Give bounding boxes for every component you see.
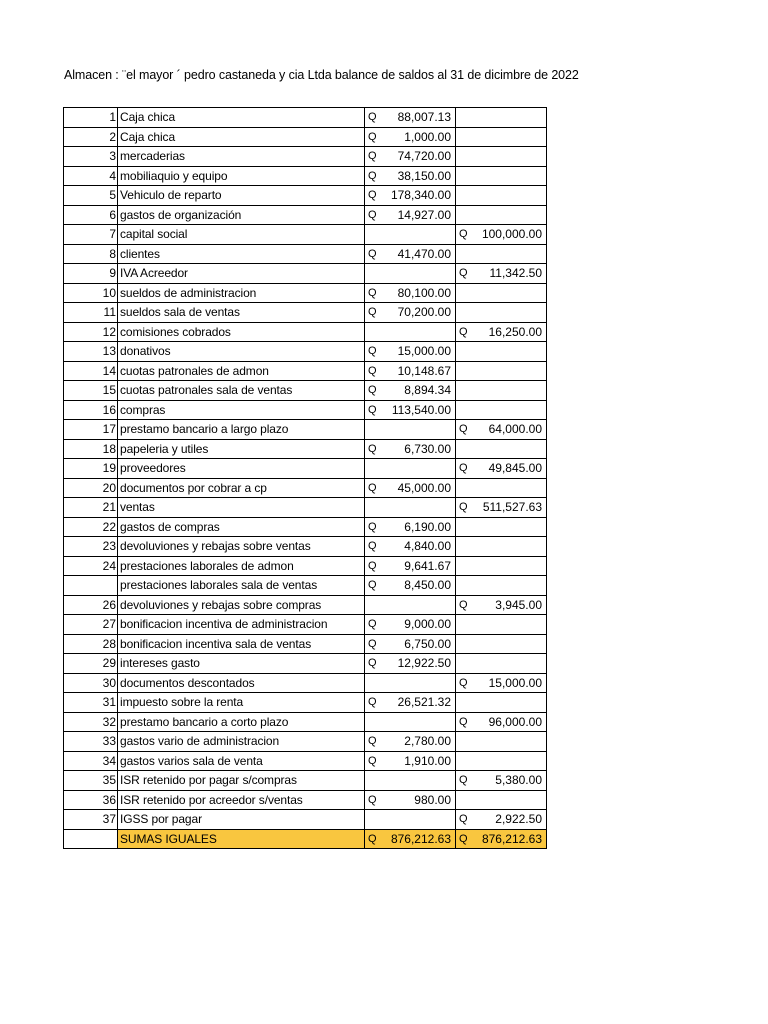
row-number: 18 [64, 439, 118, 459]
table-row [64, 186, 547, 206]
currency-symbol: Q [368, 286, 377, 299]
table-row [64, 771, 547, 791]
currency-symbol: Q [368, 579, 377, 592]
account-name: impuesto sobre la renta [118, 693, 365, 713]
debit-cell [365, 498, 456, 518]
credit-cell [456, 147, 547, 167]
account-name: cuotas patronales sala de ventas [118, 381, 365, 401]
row-number: 15 [64, 381, 118, 401]
account-name: intereses gasto [118, 654, 365, 674]
table-row [64, 498, 547, 518]
table-row [64, 673, 547, 693]
row-number: 19 [64, 459, 118, 479]
debit-cell [365, 478, 456, 498]
debit-cell [365, 810, 456, 830]
row-number: 8 [64, 244, 118, 264]
account-name: proveedores [118, 459, 365, 479]
credit-cell [456, 751, 547, 771]
debit-cell [365, 166, 456, 186]
table-row [64, 810, 547, 830]
account-name: sueldos sala de ventas [118, 303, 365, 323]
table-row [64, 400, 547, 420]
row-number: 5 [64, 186, 118, 206]
currency-symbol: Q [368, 130, 377, 143]
currency-symbol: Q [368, 540, 377, 553]
currency-symbol: Q [368, 657, 377, 670]
account-name: ISR retenido por pagar s/compras [118, 771, 365, 791]
row-number: 30 [64, 673, 118, 693]
table-row [64, 537, 547, 557]
currency-symbol: Q [459, 325, 468, 338]
document-title: Almacen : ¨el mayor ´ pedro castaneda y cia Ltda balance de saldos al 31 de dicimbre de 2022 [64, 68, 579, 82]
currency-symbol: Q [459, 832, 468, 845]
row-number: 22 [64, 517, 118, 537]
currency-symbol: Q [368, 208, 377, 221]
credit-cell-value: 96,000.00 [488, 714, 542, 729]
debit-cell [365, 673, 456, 693]
row-number: 32 [64, 712, 118, 732]
credit-cell [456, 673, 547, 693]
credit-cell [456, 615, 547, 635]
table-row [64, 751, 547, 771]
row-number: 3 [64, 147, 118, 167]
currency-symbol: Q [368, 306, 377, 319]
table-row [64, 303, 547, 323]
credit-cell [456, 556, 547, 576]
currency-symbol: Q [459, 501, 468, 514]
account-name: Caja chica [118, 127, 365, 147]
credit-cell-value: 511,527.63 [482, 500, 542, 515]
account-name: gastos varios sala de venta [118, 751, 365, 771]
currency-symbol: Q [368, 150, 377, 163]
row-number: 26 [64, 595, 118, 615]
currency-symbol: Q [368, 696, 377, 709]
account-name: devoluviones y rebajas sobre compras [118, 595, 365, 615]
table-row [64, 361, 547, 381]
row-number: 16 [64, 400, 118, 420]
currency-symbol: Q [459, 462, 468, 475]
row-number: 20 [64, 478, 118, 498]
credit-cell [456, 205, 547, 225]
credit-cell [456, 322, 547, 342]
credit-cell [456, 810, 547, 830]
debit-cell [365, 127, 456, 147]
credit-cell [456, 693, 547, 713]
currency-symbol: Q [459, 228, 468, 241]
currency-symbol: Q [368, 111, 377, 124]
account-name: IVA Acreedor [118, 264, 365, 284]
row-number: 13 [64, 342, 118, 362]
account-name: donativos [118, 342, 365, 362]
credit-cell [456, 400, 547, 420]
debit-cell-value: 12,922.50 [397, 656, 451, 671]
credit-cell [456, 537, 547, 557]
row-number: 29 [64, 654, 118, 674]
credit-cell [456, 283, 547, 303]
debit-cell [365, 342, 456, 362]
table-row [64, 147, 547, 167]
total-credit-value: 876,212.63 [481, 831, 542, 846]
currency-symbol: Q [368, 754, 377, 767]
credit-cell [456, 186, 547, 206]
account-name: devoluviones y rebajas sobre ventas [118, 537, 365, 557]
credit-cell [456, 634, 547, 654]
credit-cell [456, 420, 547, 440]
currency-symbol: Q [368, 169, 377, 182]
credit-cell-value: 5,380.00 [495, 773, 542, 788]
row-number: 24 [64, 556, 118, 576]
credit-cell-value: 16,250.00 [488, 324, 542, 339]
currency-symbol: Q [368, 442, 377, 455]
table-row [64, 244, 547, 264]
table-row [64, 615, 547, 635]
credit-cell [456, 166, 547, 186]
debit-cell [365, 771, 456, 791]
table-row [64, 478, 547, 498]
credit-cell [456, 127, 547, 147]
debit-cell [365, 205, 456, 225]
currency-symbol: Q [368, 384, 377, 397]
credit-cell-value: 64,000.00 [488, 422, 542, 437]
row-number: 12 [64, 322, 118, 342]
debit-cell-value: 6,750.00 [404, 636, 451, 651]
row-number: 27 [64, 615, 118, 635]
totals-number-cell [64, 829, 118, 849]
debit-cell [365, 693, 456, 713]
totals-row [64, 829, 547, 849]
debit-cell-value: 88,007.13 [397, 110, 451, 125]
credit-cell [456, 381, 547, 401]
row-number: 31 [64, 693, 118, 713]
credit-cell [456, 478, 547, 498]
account-name: bonificacion incentiva sala de ventas [118, 634, 365, 654]
debit-cell [365, 381, 456, 401]
currency-symbol: Q [368, 832, 377, 845]
row-number: 23 [64, 537, 118, 557]
debit-cell [365, 537, 456, 557]
row-number: 34 [64, 751, 118, 771]
row-number: 7 [64, 225, 118, 245]
debit-cell [365, 790, 456, 810]
row-number: 37 [64, 810, 118, 830]
currency-symbol: Q [368, 520, 377, 533]
row-number: 10 [64, 283, 118, 303]
currency-symbol: Q [459, 715, 468, 728]
table-row [64, 381, 547, 401]
table-row [64, 127, 547, 147]
debit-cell [365, 283, 456, 303]
currency-symbol: Q [368, 793, 377, 806]
debit-cell-value: 178,340.00 [390, 188, 451, 203]
credit-cell [456, 790, 547, 810]
debit-cell-value: 8,450.00 [404, 578, 451, 593]
debit-cell [365, 732, 456, 752]
row-number: 28 [64, 634, 118, 654]
credit-cell-value: 100,000.00 [481, 227, 542, 242]
table-row [64, 576, 547, 596]
currency-symbol: Q [368, 345, 377, 358]
account-name: prestaciones laborales de admon [118, 556, 365, 576]
debit-cell [365, 712, 456, 732]
row-number: 1 [64, 108, 118, 128]
table-row [64, 712, 547, 732]
row-number: 14 [64, 361, 118, 381]
debit-cell [365, 244, 456, 264]
account-name: comisiones cobrados [118, 322, 365, 342]
account-name: papeleria y utiles [118, 439, 365, 459]
currency-symbol: Q [368, 364, 377, 377]
row-number [64, 576, 118, 596]
table-row [64, 556, 547, 576]
credit-cell [456, 732, 547, 752]
table-row [64, 342, 547, 362]
debit-cell [365, 439, 456, 459]
debit-cell [365, 615, 456, 635]
credit-cell-value: 15,000.00 [488, 675, 542, 690]
row-number: 2 [64, 127, 118, 147]
debit-cell-value: 38,150.00 [397, 168, 451, 183]
debit-cell [365, 459, 456, 479]
account-name: mobiliaquio y equipo [118, 166, 365, 186]
account-name: gastos de compras [118, 517, 365, 537]
table-row [64, 439, 547, 459]
debit-cell-value: 15,000.00 [397, 344, 451, 359]
currency-symbol: Q [368, 637, 377, 650]
credit-cell [456, 654, 547, 674]
debit-cell [365, 517, 456, 537]
table-row [64, 732, 547, 752]
account-name: prestaciones laborales sala de ventas [118, 576, 365, 596]
currency-symbol: Q [368, 735, 377, 748]
account-name: documentos descontados [118, 673, 365, 693]
credit-cell [456, 712, 547, 732]
credit-cell [456, 439, 547, 459]
account-name: bonificacion incentiva de administracion [118, 615, 365, 635]
debit-cell-value: 2,780.00 [404, 734, 451, 749]
debit-cell-value: 45,000.00 [397, 480, 451, 495]
credit-cell [456, 595, 547, 615]
debit-cell [365, 556, 456, 576]
debit-cell-value: 113,540.00 [391, 402, 451, 417]
credit-cell [456, 264, 547, 284]
credit-cell [456, 498, 547, 518]
debit-cell [365, 751, 456, 771]
debit-cell-value: 6,730.00 [404, 441, 451, 456]
debit-cell-value: 80,100.00 [397, 285, 451, 300]
currency-symbol: Q [368, 247, 377, 260]
currency-symbol: Q [459, 598, 468, 611]
debit-cell-value: 980.00 [414, 792, 451, 807]
account-name: prestamo bancario a largo plazo [118, 420, 365, 440]
credit-cell [456, 576, 547, 596]
debit-cell [365, 303, 456, 323]
debit-cell-value: 4,840.00 [404, 539, 451, 554]
credit-cell [456, 771, 547, 791]
table-row [64, 693, 547, 713]
account-name: clientes [118, 244, 365, 264]
credit-cell [456, 108, 547, 128]
row-number: 21 [64, 498, 118, 518]
currency-symbol: Q [459, 423, 468, 436]
debit-cell-value: 1,000.00 [404, 129, 451, 144]
debit-cell-value: 10,148.67 [397, 363, 451, 378]
credit-cell [456, 225, 547, 245]
table-row [64, 205, 547, 225]
table-row [64, 283, 547, 303]
debit-cell [365, 147, 456, 167]
currency-symbol: Q [368, 189, 377, 202]
credit-cell [456, 244, 547, 264]
debit-cell [365, 361, 456, 381]
debit-cell-value: 70,200.00 [397, 305, 451, 320]
account-name: ISR retenido por acreedor s/ventas [118, 790, 365, 810]
currency-symbol: Q [368, 618, 377, 631]
account-name: capital social [118, 225, 365, 245]
credit-cell-value: 3,945.00 [495, 597, 542, 612]
debit-cell-value: 9,641.67 [404, 558, 451, 573]
debit-cell [365, 322, 456, 342]
account-name: gastos vario de administracion [118, 732, 365, 752]
row-number: 33 [64, 732, 118, 752]
account-name: mercaderias [118, 147, 365, 167]
row-number: 4 [64, 166, 118, 186]
currency-symbol: Q [368, 403, 377, 416]
account-name: sueldos de administracion [118, 283, 365, 303]
debit-cell [365, 225, 456, 245]
account-name: compras [118, 400, 365, 420]
currency-symbol: Q [368, 559, 377, 572]
table-row [64, 420, 547, 440]
account-name: cuotas patronales de admon [118, 361, 365, 381]
balance-table [63, 107, 547, 849]
account-name: ventas [118, 498, 365, 518]
row-number: 9 [64, 264, 118, 284]
row-number: 35 [64, 771, 118, 791]
debit-cell [365, 420, 456, 440]
currency-symbol: Q [459, 267, 468, 280]
debit-cell [365, 186, 456, 206]
credit-cell [456, 342, 547, 362]
table-row [64, 595, 547, 615]
debit-cell [365, 400, 456, 420]
credit-cell-value: 2,922.50 [495, 812, 542, 827]
debit-cell [365, 264, 456, 284]
currency-symbol: Q [459, 676, 468, 689]
row-number: 6 [64, 205, 118, 225]
row-number: 36 [64, 790, 118, 810]
table-row [64, 108, 547, 128]
debit-cell [365, 576, 456, 596]
debit-cell [365, 108, 456, 128]
account-name: prestamo bancario a corto plazo [118, 712, 365, 732]
currency-symbol: Q [368, 481, 377, 494]
account-name: Vehiculo de reparto [118, 186, 365, 206]
account-name: IGSS por pagar [118, 810, 365, 830]
totals-label: SUMAS IGUALES [118, 829, 365, 849]
row-number: 17 [64, 420, 118, 440]
table-row [64, 225, 547, 245]
debit-cell-value: 8,894.34 [404, 383, 451, 398]
debit-cell [365, 595, 456, 615]
debit-cell [365, 634, 456, 654]
table-row [64, 166, 547, 186]
table-row [64, 634, 547, 654]
account-name: Caja chica [118, 108, 365, 128]
account-name: documentos por cobrar a cp [118, 478, 365, 498]
debit-cell-value: 1,910.00 [404, 753, 451, 768]
credit-cell-value: 11,342.50 [489, 266, 542, 281]
total-credit [456, 829, 547, 849]
credit-cell [456, 459, 547, 479]
credit-cell [456, 361, 547, 381]
debit-cell-value: 26,521.32 [397, 695, 451, 710]
table-row [64, 654, 547, 674]
currency-symbol: Q [459, 813, 468, 826]
total-debit [365, 829, 456, 849]
currency-symbol: Q [459, 774, 468, 787]
table-row [64, 517, 547, 537]
debit-cell-value: 41,470.00 [397, 246, 451, 261]
table-row [64, 264, 547, 284]
account-name: gastos de organización [118, 205, 365, 225]
table-row [64, 790, 547, 810]
credit-cell-value: 49,845.00 [488, 461, 542, 476]
debit-cell-value: 14,927.00 [397, 207, 451, 222]
table-row [64, 459, 547, 479]
credit-cell [456, 303, 547, 323]
debit-cell-value: 9,000.00 [404, 617, 451, 632]
table-row [64, 322, 547, 342]
credit-cell [456, 517, 547, 537]
row-number: 11 [64, 303, 118, 323]
total-debit-value: 876,212.63 [390, 831, 451, 846]
debit-cell-value: 6,190.00 [404, 519, 451, 534]
debit-cell-value: 74,720.00 [397, 149, 451, 164]
debit-cell [365, 654, 456, 674]
